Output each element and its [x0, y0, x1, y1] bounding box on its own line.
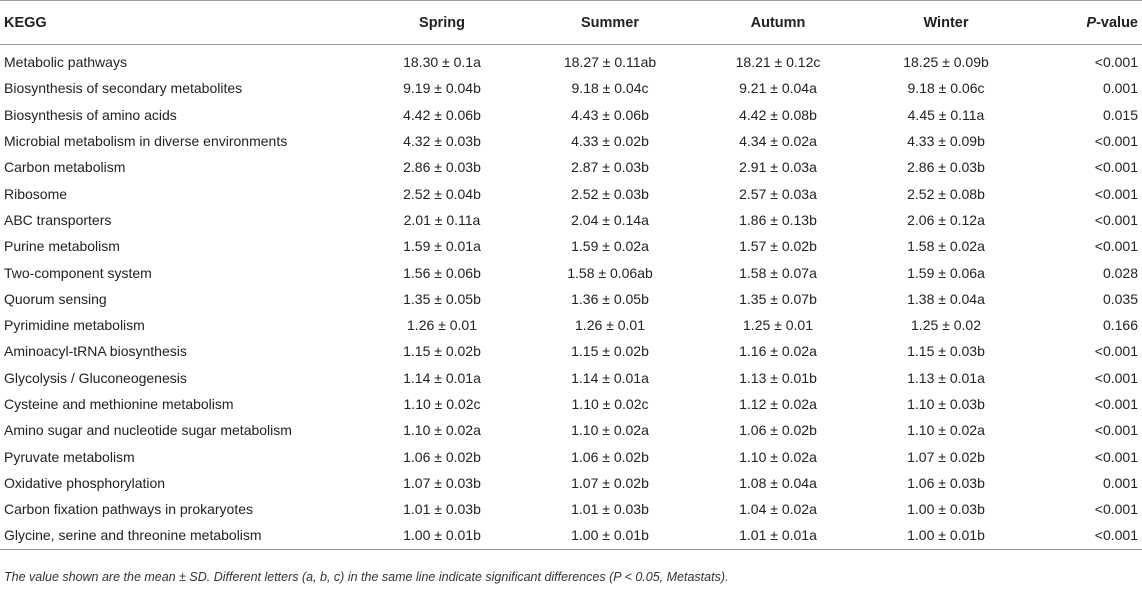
cell-spring: 2.86 ± 0.03b: [403, 159, 481, 176]
cell-spring: 1.06 ± 0.02b: [403, 448, 481, 465]
cell-winter: 1.06 ± 0.03b: [907, 474, 985, 491]
cell-spring: 1.26 ± 0.01: [407, 317, 477, 334]
cell-spring: 1.00 ± 0.01b: [358, 522, 526, 549]
cell-winter: 1.38 ± 0.04a: [907, 290, 985, 307]
cell-autumn: 1.06 ± 0.02b: [739, 422, 817, 439]
cell-winter: 2.06 ± 0.12a: [907, 211, 985, 228]
cell-p-value: 0.015: [1102, 106, 1138, 123]
cell-spring: 2.01 ± 0.11a: [403, 211, 481, 228]
cell-kegg-pathway: Purine metabolism: [4, 238, 120, 255]
table-row: [0, 338, 1142, 364]
cell-summer: 9.18 ± 0.04c: [571, 80, 649, 97]
cell-kegg-pathway: Pyruvate metabolism: [4, 448, 135, 465]
cell-spring: 1.15 ± 0.02b: [403, 343, 481, 360]
cell-winter: 2.52 ± 0.08b: [907, 185, 985, 202]
cell-p-value: <0.001: [1094, 422, 1138, 439]
cell-p-value: <0.001: [1094, 369, 1138, 386]
table-row: [0, 180, 1142, 206]
cell-p-value: <0.001: [1094, 133, 1138, 150]
header-spring: Spring: [358, 1, 526, 45]
header-p-value: [1030, 1, 1142, 45]
cell-winter: 2.86 ± 0.03b: [907, 159, 985, 176]
table-row: [0, 522, 1142, 549]
cell-summer: 1.15 ± 0.02b: [571, 343, 649, 360]
cell-kegg-pathway: Oxidative phosphorylation: [4, 474, 166, 491]
cell-summer: 1.10 ± 0.02a: [571, 422, 649, 439]
cell-summer: 18.27 ± 0.11ab: [563, 54, 657, 71]
cell-spring: 1.59 ± 0.01a: [403, 238, 481, 255]
cell-p-value: <0.001: [1030, 522, 1142, 549]
cell-autumn: 1.12 ± 0.02a: [739, 396, 817, 412]
table-row: [0, 470, 1142, 496]
header-kegg: KEGG: [0, 1, 358, 45]
cell-winter: 1.59 ± 0.06a: [907, 264, 985, 281]
cell-spring: 1.10 ± 0.02c: [403, 396, 481, 412]
cell-p-value: 0.028: [1102, 264, 1138, 281]
cell-summer: 1.58 ± 0.06ab: [567, 264, 653, 281]
cell-spring: 4.32 ± 0.03b: [403, 133, 481, 150]
cell-p-value: <0.001: [1094, 185, 1138, 202]
cell-summer: 1.00 ± 0.01b: [526, 522, 694, 549]
table-row: [0, 154, 1142, 180]
cell-p-value: <0.001: [1094, 238, 1138, 255]
table-row: [0, 259, 1142, 285]
table-row: [0, 45, 1142, 76]
cell-p-value: <0.001: [1094, 211, 1138, 228]
cell-winter: 1.15 ± 0.03b: [907, 343, 985, 360]
cell-kegg-pathway: Carbon metabolism: [4, 159, 126, 176]
cell-kegg-pathway: Aminoacyl-tRNA biosynthesis: [4, 343, 187, 360]
cell-autumn: 4.42 ± 0.08b: [739, 106, 817, 123]
cell-p-value: <0.001: [1094, 448, 1138, 465]
cell-autumn: 1.16 ± 0.02a: [739, 343, 817, 360]
cell-winter: 1.00 ± 0.01b: [862, 522, 1030, 549]
cell-autumn: 1.08 ± 0.04a: [739, 474, 817, 491]
cell-summer: 1.59 ± 0.02a: [571, 238, 649, 255]
cell-p-value: <0.001: [1094, 396, 1138, 412]
cell-spring: 18.30 ± 0.1a: [403, 54, 481, 71]
cell-summer: 2.04 ± 0.14a: [571, 211, 649, 228]
cell-spring: 2.52 ± 0.04b: [403, 185, 481, 202]
cell-kegg-pathway: Biosynthesis of amino acids: [4, 106, 177, 123]
cell-winter: 9.18 ± 0.06c: [907, 80, 985, 97]
cell-autumn: 4.34 ± 0.02a: [739, 133, 817, 150]
cell-summer: 2.52 ± 0.03b: [571, 185, 649, 202]
table-row: [0, 233, 1142, 259]
cell-p-value: <0.001: [1094, 343, 1138, 360]
table-body: [0, 45, 1142, 550]
cell-kegg-pathway: Two-component system: [4, 264, 152, 281]
cell-winter: 4.33 ± 0.09b: [907, 133, 985, 150]
cell-spring: 1.10 ± 0.02a: [403, 422, 481, 439]
cell-summer: 1.36 ± 0.05b: [571, 290, 649, 307]
cell-spring: 1.35 ± 0.05b: [403, 290, 481, 307]
cell-winter: 1.00 ± 0.03b: [907, 501, 985, 518]
cell-summer: 1.07 ± 0.02b: [571, 474, 649, 491]
table-row: [0, 207, 1142, 233]
table-footnote: The value shown are the mean ± SD. Different letters (a, b, c) in the same line indicate significant differences (P < 0.05, Metastats).: [4, 570, 729, 584]
cell-autumn: 1.86 ± 0.13b: [739, 211, 817, 228]
cell-winter: 1.58 ± 0.02a: [907, 238, 985, 255]
table-row: [0, 75, 1142, 101]
cell-autumn: 1.25 ± 0.01: [743, 317, 813, 334]
table-row: [0, 128, 1142, 154]
cell-kegg-pathway: Cysteine and methionine metabolism: [4, 396, 234, 412]
cell-kegg-pathway: Amino sugar and nucleotide sugar metabolism: [4, 422, 292, 439]
cell-summer: 4.33 ± 0.02b: [571, 133, 649, 150]
header-p-letter: P: [1086, 14, 1097, 31]
header-summer: Summer: [526, 1, 694, 45]
cell-autumn: 18.21 ± 0.12c: [735, 54, 821, 71]
cell-p-value: 0.166: [1102, 317, 1138, 334]
table-row: [0, 312, 1142, 338]
cell-p-value: 0.001: [1102, 474, 1138, 491]
cell-autumn: 1.57 ± 0.02b: [739, 238, 817, 255]
header-p-suffix: -value: [1096, 14, 1138, 31]
cell-autumn: 1.01 ± 0.01a: [694, 522, 862, 549]
cell-autumn: 2.57 ± 0.03a: [739, 185, 817, 202]
cell-p-value: <0.001: [1094, 159, 1138, 176]
cell-autumn: 1.35 ± 0.07b: [739, 290, 817, 307]
cell-kegg-pathway: Pyrimidine metabolism: [4, 317, 145, 334]
cell-p-value: <0.001: [1094, 501, 1138, 518]
cell-autumn: 1.13 ± 0.01b: [739, 369, 817, 386]
cell-summer: 1.01 ± 0.03b: [571, 501, 649, 518]
cell-kegg-pathway: Biosynthesis of secondary metabolites: [4, 80, 243, 97]
table-row: [0, 417, 1142, 443]
cell-summer: 2.87 ± 0.03b: [571, 159, 649, 176]
cell-winter: 4.45 ± 0.11a: [907, 106, 985, 123]
cell-spring: 1.14 ± 0.01a: [403, 369, 481, 386]
cell-kegg-pathway: Metabolic pathways: [4, 54, 127, 71]
cell-autumn: 2.91 ± 0.03a: [739, 159, 817, 176]
header-row: [0, 1, 1142, 45]
table-row: [0, 102, 1142, 128]
table-row: [0, 365, 1142, 391]
cell-p-value: <0.001: [1094, 54, 1138, 71]
cell-kegg-pathway: Quorum sensing: [4, 290, 107, 307]
cell-winter: 18.25 ± 0.09b: [903, 54, 989, 71]
cell-kegg-pathway: ABC transporters: [4, 211, 112, 228]
cell-winter: 1.13 ± 0.01a: [907, 369, 985, 386]
cell-summer: 4.43 ± 0.06b: [571, 106, 649, 123]
cell-summer: 1.06 ± 0.02b: [571, 448, 649, 465]
cell-summer: 1.14 ± 0.01a: [571, 369, 649, 386]
cell-winter: 1.10 ± 0.03b: [907, 396, 985, 412]
table-row: [0, 443, 1142, 469]
cell-kegg-pathway: Glycolysis / Gluconeogenesis: [4, 369, 187, 386]
table-row: [0, 286, 1142, 312]
cell-spring: 4.42 ± 0.06b: [403, 106, 481, 123]
table-row: [0, 496, 1142, 522]
cell-summer: 1.26 ± 0.01: [575, 317, 645, 334]
cell-autumn: 1.10 ± 0.02a: [739, 448, 817, 465]
cell-winter: 1.07 ± 0.02b: [907, 448, 985, 465]
cell-winter: 1.25 ± 0.02: [911, 317, 981, 334]
cell-kegg-pathway: Glycine, serine and threonine metabolism: [0, 522, 358, 549]
cell-spring: 1.07 ± 0.03b: [403, 474, 481, 491]
cell-spring: 9.19 ± 0.04b: [403, 80, 481, 97]
cell-kegg-pathway: Microbial metabolism in diverse environments: [4, 133, 288, 150]
cell-spring: 1.01 ± 0.03b: [403, 501, 481, 518]
cell-kegg-pathway: Carbon fixation pathways in prokaryotes: [4, 501, 254, 518]
cell-p-value: 0.035: [1102, 290, 1138, 307]
cell-autumn: 1.58 ± 0.07a: [739, 264, 817, 281]
cell-autumn: 1.04 ± 0.02a: [739, 501, 817, 518]
cell-p-value: 0.001: [1102, 80, 1138, 97]
header-autumn: Autumn: [694, 1, 862, 45]
cell-kegg-pathway: Ribosome: [4, 185, 68, 202]
cell-summer: 1.10 ± 0.02c: [571, 396, 649, 412]
cell-winter: 1.10 ± 0.02a: [907, 422, 985, 439]
table-row: [0, 391, 1142, 417]
header-winter: Winter: [862, 1, 1030, 45]
cell-autumn: 9.21 ± 0.04a: [739, 80, 817, 97]
cell-spring: 1.56 ± 0.06b: [403, 264, 481, 281]
